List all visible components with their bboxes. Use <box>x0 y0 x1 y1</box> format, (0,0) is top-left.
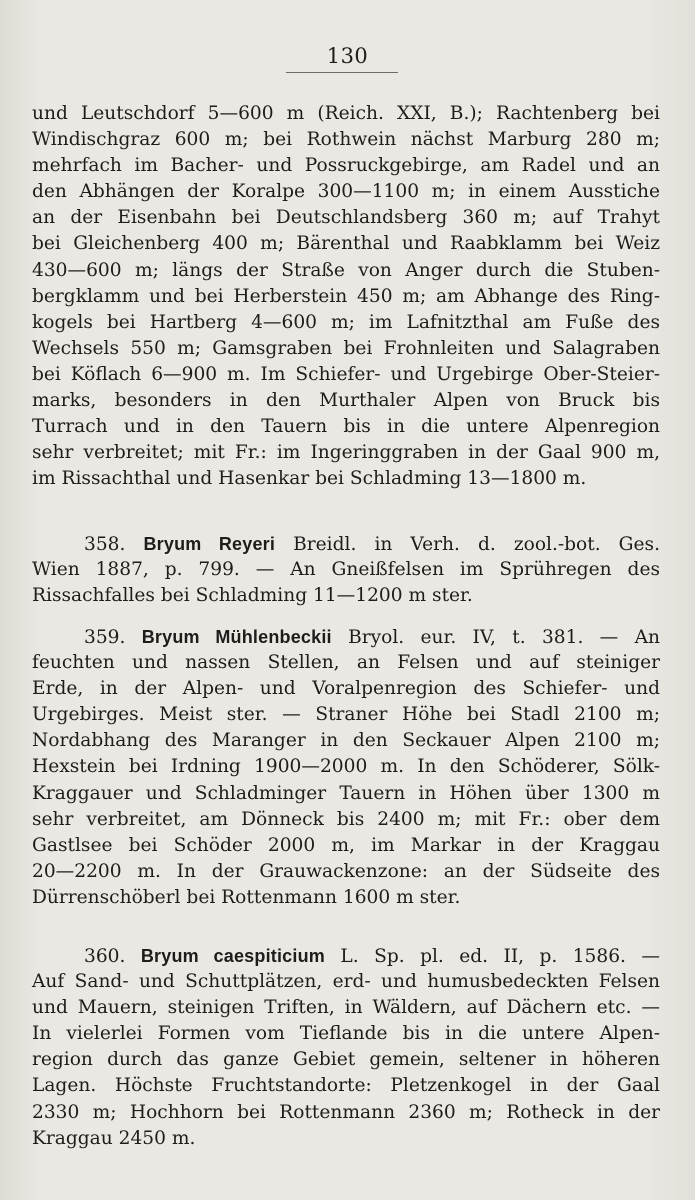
species-name: Bryum Reyeri <box>143 534 276 554</box>
text-line: an der Eisenbahn bei Deutschlandsberg 360 m; auf Trahyt <box>32 207 660 229</box>
entry-number: 358. <box>84 534 126 555</box>
text-line: und Mauern, steinigen Triften, in Wäldern, auf Dächern etc. — <box>32 997 660 1019</box>
entry-citation: Bryol. eur. IV, t. 381. — An <box>348 627 660 648</box>
entry-number: 360. <box>84 946 126 967</box>
text-line: Kraggau 2450 m. <box>32 1127 196 1149</box>
page-number: 130 <box>326 44 369 68</box>
text-line: Erde, in der Alpen- und Voralpenregion des Schiefer- und <box>32 678 660 700</box>
text-line: feuchten und nassen Stellen, an Felsen und auf steiniger <box>32 652 660 674</box>
entry-359 <box>32 624 660 911</box>
text-line: bei Köflach 6—900 m. Im Schiefer- und Urgebirge Ober-Steier- <box>32 363 660 385</box>
text-line: bei Gleichenberg 400 m; Bärenthal und Raabklamm bei Weiz <box>32 233 660 255</box>
text-line: Nordabhang des Maranger in den Seckauer Alpen 2100 m; <box>32 730 660 752</box>
species-name: Bryum Mühlenbeckii <box>141 627 332 647</box>
text-line: Hexstein bei Irdning 1900—2000 m. In den Schöderer, Sölk- <box>32 756 660 778</box>
entry-358 <box>32 531 660 609</box>
text-line: bergklamm und bei Herberstein 450 m; am Abhange des Ring- <box>32 285 660 307</box>
text-line: kogels bei Hartberg 4—600 m; im Lafnitzthal am Fuße des <box>32 311 660 333</box>
text-line: Urgebirges. Meist ster. — Straner Höhe bei Stadl 2100 m; <box>32 704 660 726</box>
entry-360 <box>32 943 660 1152</box>
text-line: sehr verbreitet; mit Fr.: im Ingeringgraben in der Gaal 900 m, <box>32 442 660 464</box>
text-line: Rissachfalles bei Schladming 11—1200 m ster. <box>32 585 473 607</box>
text-line: region durch das ganze Gebiet gemein, seltener in höheren <box>32 1049 660 1071</box>
text-line: Auf Sand- und Schuttplätzen, erd- und humusbedeckten Felsen <box>32 971 660 993</box>
text-line: marks, besonders in den Murthaler Alpen von Bruck bis <box>32 390 660 412</box>
entry-number: 359. <box>84 627 126 648</box>
text-line: Lagen. Höchste Fruchtstandorte: Pletzenkogel in der Gaal <box>32 1075 660 1097</box>
text-line: mehrfach im Bacher- und Possruckgebirge, am Radel und an <box>32 155 660 177</box>
intro-paragraph <box>32 101 660 492</box>
text-line: 20—2200 m. In der Grauwackenzone: an der Südseite des <box>32 860 660 882</box>
entry-citation: L. Sp. pl. ed. II, p. 1586. — <box>340 946 660 967</box>
text-line: 430—600 m; längs der Straße von Anger durch die Stuben- <box>32 259 660 281</box>
text-line: den Abhängen der Koralpe 300—1100 m; in einem Ausstiche <box>32 181 660 203</box>
entry-heading-line <box>32 624 660 650</box>
entry-heading-line <box>32 943 660 969</box>
text-line: 2330 m; Hochhorn bei Rottenmann 2360 m; Rotheck in der <box>32 1101 660 1123</box>
text-line: Wien 1887, p. 799. — An Gneißfelsen im Sprühregen des <box>32 559 660 581</box>
entry-citation: Breidl. in Verh. d. zool.-bot. Ges. <box>293 534 660 555</box>
text-line: und Leutschdorf 5—600 m (Reich. XXI, B.); Rachtenberg bei <box>32 103 660 124</box>
text-line: Windischgraz 600 m; bei Rothwein nächst Marburg 280 m; <box>32 129 660 151</box>
text-line: In vielerlei Formen vom Tieflande bis in die untere Alpen- <box>32 1023 660 1045</box>
text-line: Wechsels 550 m; Gamsgraben bei Frohnleiten und Salagraben <box>32 337 660 359</box>
text-line: im Rissachthal und Hasenkar bei Schladming 13—1800 m. <box>32 468 587 490</box>
species-name: Bryum caespiticium <box>140 946 325 966</box>
text-line: Turrach und in den Tauern bis in die untere Alpenregion <box>32 416 660 438</box>
text-line: Dürrenschöberl bei Rottenmann 1600 m ster. <box>32 886 461 908</box>
text-line: sehr verbreitet, am Dönneck bis 2400 m; mit Fr.: ober dem <box>32 808 660 830</box>
text-line: Gastlsee bei Schöder 2000 m, im Markar in der Kraggau <box>32 834 660 856</box>
header-rule <box>286 72 398 73</box>
entry-heading-line <box>32 531 660 557</box>
text-line: Kraggauer und Schladminger Tauern in Höhen über 1300 m <box>32 782 660 804</box>
